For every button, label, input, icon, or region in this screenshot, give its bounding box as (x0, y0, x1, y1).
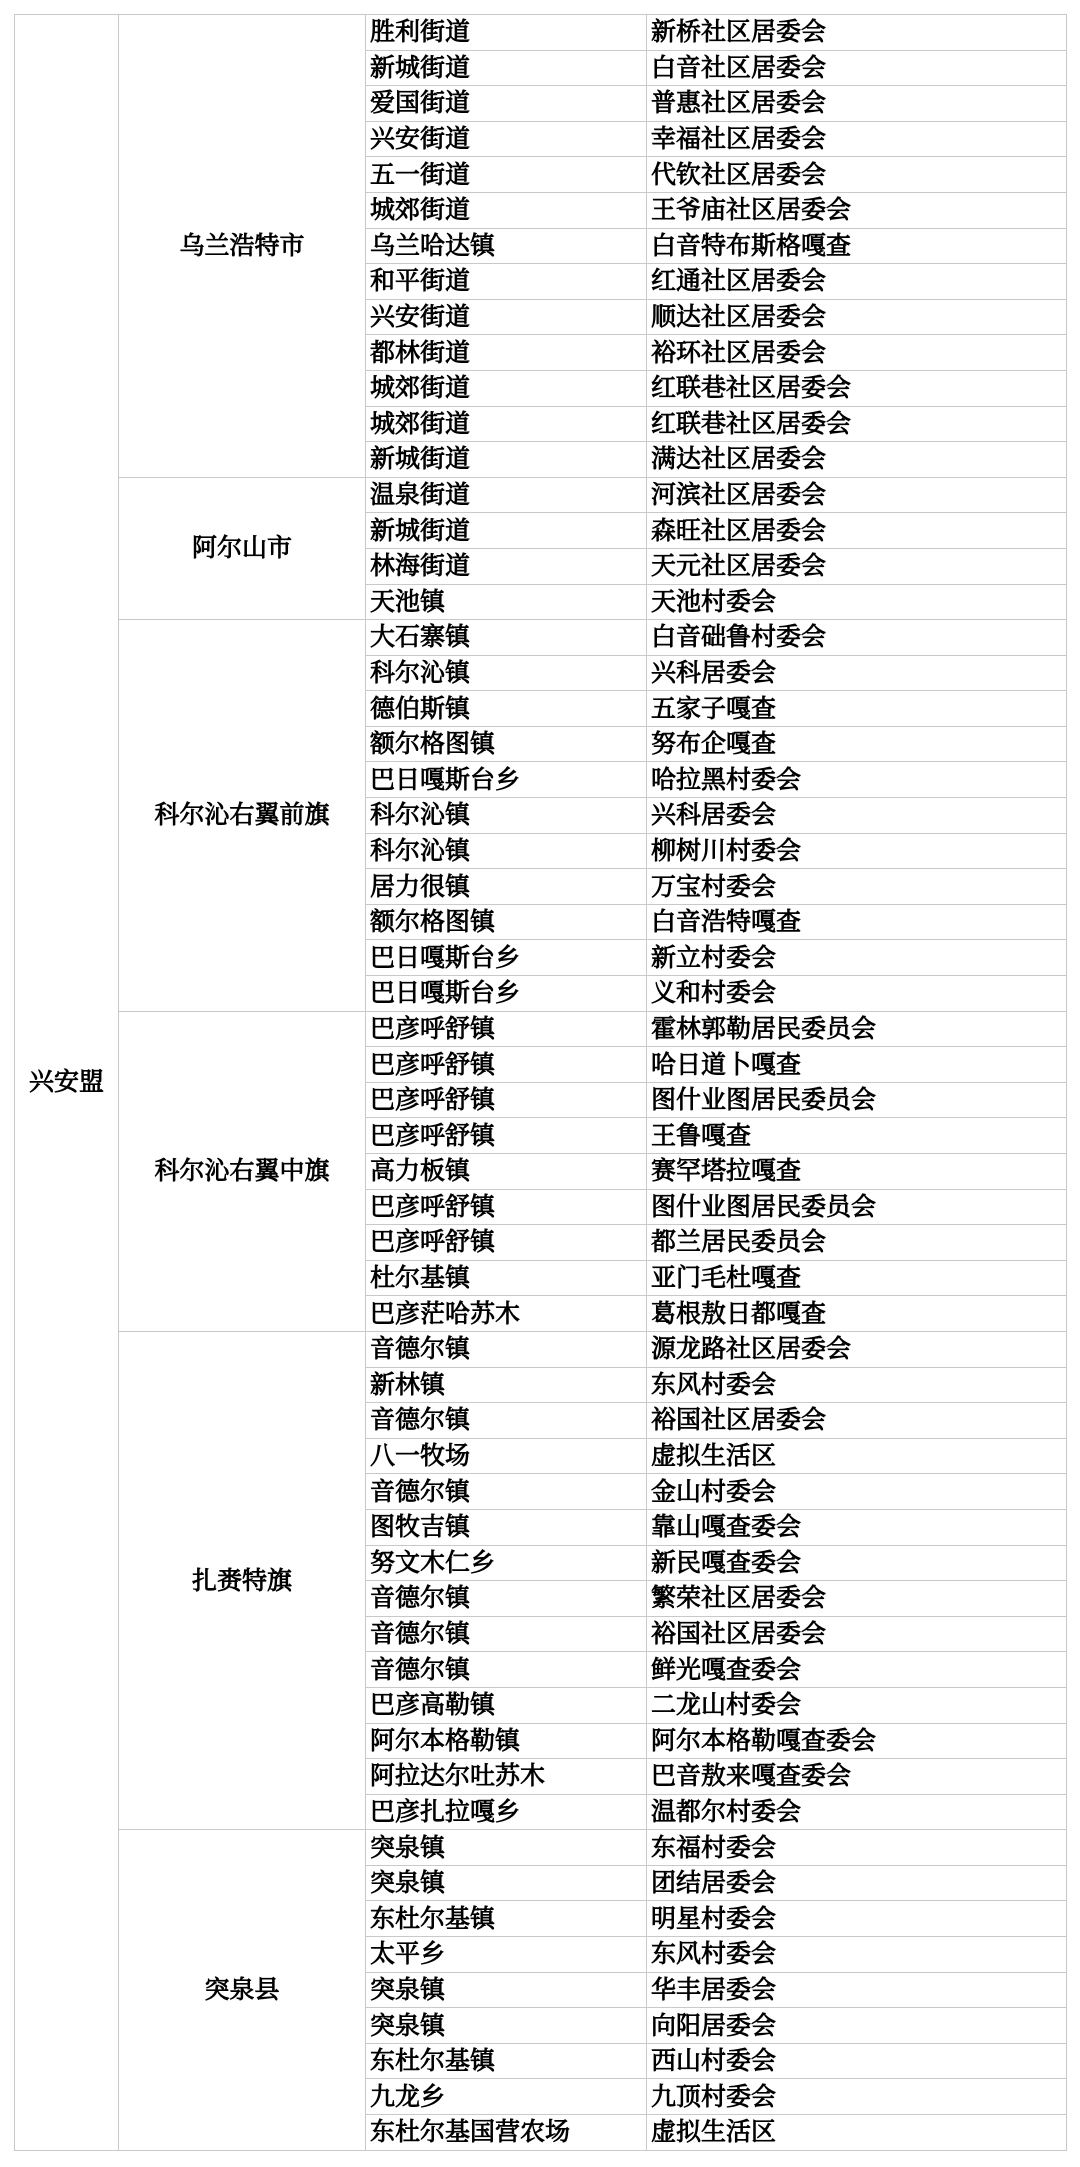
community-cell: 河滨社区居委会 (647, 477, 1067, 513)
town-cell: 音德尔镇 (366, 1581, 647, 1617)
community-cell: 幸福社区居委会 (647, 121, 1067, 157)
community-cell: 图什业图居民委员会 (647, 1189, 1067, 1225)
community-cell: 图什业图居民委员会 (647, 1082, 1067, 1118)
table-row (15, 477, 1067, 513)
community-cell: 努布企嘎查 (647, 726, 1067, 762)
county-cell: 阿尔山市 (119, 477, 366, 619)
community-cell: 红联巷社区居委会 (647, 406, 1067, 442)
community-cell: 新民嘎查委会 (647, 1545, 1067, 1581)
town-cell: 和平街道 (366, 264, 647, 300)
community-cell: 裕环社区居委会 (647, 335, 1067, 371)
community-cell: 东福村委会 (647, 1830, 1067, 1866)
community-cell: 虚拟生活区 (647, 2115, 1067, 2151)
town-cell: 音德尔镇 (366, 1403, 647, 1439)
community-cell: 团结居委会 (647, 1865, 1067, 1901)
town-cell: 音德尔镇 (366, 1652, 647, 1688)
town-cell: 音德尔镇 (366, 1474, 647, 1510)
community-cell: 巴音敖来嘎查委会 (647, 1759, 1067, 1795)
town-cell: 努文木仁乡 (366, 1545, 647, 1581)
town-cell: 新城街道 (366, 513, 647, 549)
community-cell: 天元社区居委会 (647, 548, 1067, 584)
community-cell: 裕国社区居委会 (647, 1616, 1067, 1652)
town-cell: 胜利街道 (366, 15, 647, 51)
league-cell: 兴安盟 (15, 15, 119, 2151)
community-cell: 满达社区居委会 (647, 442, 1067, 478)
community-cell: 裕国社区居委会 (647, 1403, 1067, 1439)
town-cell: 新城街道 (366, 50, 647, 86)
community-cell: 亚门毛杜嘎查 (647, 1260, 1067, 1296)
community-cell: 代钦社区居委会 (647, 157, 1067, 193)
community-cell: 白音础鲁村委会 (647, 620, 1067, 656)
town-cell: 兴安街道 (366, 121, 647, 157)
community-cell: 东风村委会 (647, 1937, 1067, 1973)
county-cell: 科尔沁右翼中旗 (119, 1011, 366, 1331)
community-cell: 鲜光嘎查委会 (647, 1652, 1067, 1688)
town-cell: 巴日嘎斯台乡 (366, 976, 647, 1012)
town-cell: 图牧吉镇 (366, 1509, 647, 1545)
table-row (15, 620, 1067, 656)
community-cell: 二龙山村委会 (647, 1687, 1067, 1723)
town-cell: 居力很镇 (366, 869, 647, 905)
community-cell: 靠山嘎查委会 (647, 1509, 1067, 1545)
town-cell: 德伯斯镇 (366, 691, 647, 727)
community-cell: 红联巷社区居委会 (647, 370, 1067, 406)
community-cell: 阿尔本格勒嘎查委会 (647, 1723, 1067, 1759)
town-cell: 乌兰哈达镇 (366, 228, 647, 264)
town-cell: 突泉镇 (366, 1865, 647, 1901)
town-cell: 城郊街道 (366, 370, 647, 406)
community-cell: 哈日道卜嘎查 (647, 1047, 1067, 1083)
community-cell: 繁荣社区居委会 (647, 1581, 1067, 1617)
community-cell: 新桥社区居委会 (647, 15, 1067, 51)
community-cell: 森旺社区居委会 (647, 513, 1067, 549)
town-cell: 阿尔本格勒镇 (366, 1723, 647, 1759)
town-cell: 额尔格图镇 (366, 726, 647, 762)
community-cell: 赛罕塔拉嘎查 (647, 1154, 1067, 1190)
town-cell: 兴安街道 (366, 299, 647, 335)
town-cell: 额尔格图镇 (366, 904, 647, 940)
town-cell: 巴彦高勒镇 (366, 1687, 647, 1723)
table-row (15, 1011, 1067, 1047)
region-table (14, 14, 1067, 2151)
community-cell: 华丰居委会 (647, 1972, 1067, 2008)
community-cell: 向阳居委会 (647, 2008, 1067, 2044)
town-cell: 东杜尔基国营农场 (366, 2115, 647, 2151)
town-cell: 科尔沁镇 (366, 655, 647, 691)
town-cell: 突泉镇 (366, 2008, 647, 2044)
community-cell: 王鲁嘎查 (647, 1118, 1067, 1154)
table-row (15, 15, 1067, 51)
community-cell: 义和村委会 (647, 976, 1067, 1012)
town-cell: 杜尔基镇 (366, 1260, 647, 1296)
town-cell: 巴彦呼舒镇 (366, 1011, 647, 1047)
community-cell: 新立村委会 (647, 940, 1067, 976)
town-cell: 高力板镇 (366, 1154, 647, 1190)
town-cell: 都林街道 (366, 335, 647, 371)
community-cell: 东风村委会 (647, 1367, 1067, 1403)
community-cell: 明星村委会 (647, 1901, 1067, 1937)
town-cell: 巴彦呼舒镇 (366, 1047, 647, 1083)
town-cell: 新城街道 (366, 442, 647, 478)
town-cell: 音德尔镇 (366, 1616, 647, 1652)
community-cell: 天池村委会 (647, 584, 1067, 620)
community-cell: 万宝村委会 (647, 869, 1067, 905)
community-cell: 葛根敖日都嘎查 (647, 1296, 1067, 1332)
town-cell: 巴彦茫哈苏木 (366, 1296, 647, 1332)
community-cell: 源龙路社区居委会 (647, 1331, 1067, 1367)
community-cell: 王爷庙社区居委会 (647, 192, 1067, 228)
town-cell: 阿拉达尔吐苏木 (366, 1759, 647, 1795)
town-cell: 新林镇 (366, 1367, 647, 1403)
community-cell: 红通社区居委会 (647, 264, 1067, 300)
community-cell: 顺达社区居委会 (647, 299, 1067, 335)
town-cell: 巴彦呼舒镇 (366, 1082, 647, 1118)
community-cell: 五家子嘎查 (647, 691, 1067, 727)
community-cell: 普惠社区居委会 (647, 86, 1067, 122)
town-cell: 科尔沁镇 (366, 833, 647, 869)
town-cell: 城郊街道 (366, 406, 647, 442)
community-cell: 白音特布斯格嘎查 (647, 228, 1067, 264)
community-cell: 九顶村委会 (647, 2079, 1067, 2115)
county-cell: 扎赉特旗 (119, 1331, 366, 1829)
town-cell: 巴彦呼舒镇 (366, 1225, 647, 1261)
community-cell: 白音浩特嘎查 (647, 904, 1067, 940)
town-cell: 巴彦呼舒镇 (366, 1189, 647, 1225)
community-cell: 柳树川村委会 (647, 833, 1067, 869)
community-cell: 都兰居民委员会 (647, 1225, 1067, 1261)
table-row (15, 1830, 1067, 1866)
county-cell: 突泉县 (119, 1830, 366, 2150)
town-cell: 八一牧场 (366, 1438, 647, 1474)
town-cell: 巴日嘎斯台乡 (366, 762, 647, 798)
town-cell: 东杜尔基镇 (366, 1901, 647, 1937)
community-cell: 虚拟生活区 (647, 1438, 1067, 1474)
town-cell: 突泉镇 (366, 1972, 647, 2008)
community-cell: 霍林郭勒居民委员会 (647, 1011, 1067, 1047)
town-cell: 五一街道 (366, 157, 647, 193)
county-cell: 乌兰浩特市 (119, 15, 366, 478)
town-cell: 东杜尔基镇 (366, 2043, 647, 2079)
town-cell: 太平乡 (366, 1937, 647, 1973)
town-cell: 突泉镇 (366, 1830, 647, 1866)
community-cell: 温都尔村委会 (647, 1794, 1067, 1830)
town-cell: 巴彦呼舒镇 (366, 1118, 647, 1154)
community-cell: 兴科居委会 (647, 798, 1067, 834)
community-cell: 西山村委会 (647, 2043, 1067, 2079)
town-cell: 巴日嘎斯台乡 (366, 940, 647, 976)
town-cell: 爱国街道 (366, 86, 647, 122)
town-cell: 九龙乡 (366, 2079, 647, 2115)
county-cell: 科尔沁右翼前旗 (119, 620, 366, 1012)
town-cell: 大石寨镇 (366, 620, 647, 656)
table-row (15, 1331, 1067, 1367)
town-cell: 城郊街道 (366, 192, 647, 228)
town-cell: 科尔沁镇 (366, 798, 647, 834)
town-cell: 音德尔镇 (366, 1331, 647, 1367)
town-cell: 温泉街道 (366, 477, 647, 513)
town-cell: 林海街道 (366, 548, 647, 584)
community-cell: 哈拉黑村委会 (647, 762, 1067, 798)
community-cell: 兴科居委会 (647, 655, 1067, 691)
region-table-body (15, 15, 1067, 2151)
community-cell: 金山村委会 (647, 1474, 1067, 1510)
community-cell: 白音社区居委会 (647, 50, 1067, 86)
town-cell: 巴彦扎拉嘎乡 (366, 1794, 647, 1830)
town-cell: 天池镇 (366, 584, 647, 620)
